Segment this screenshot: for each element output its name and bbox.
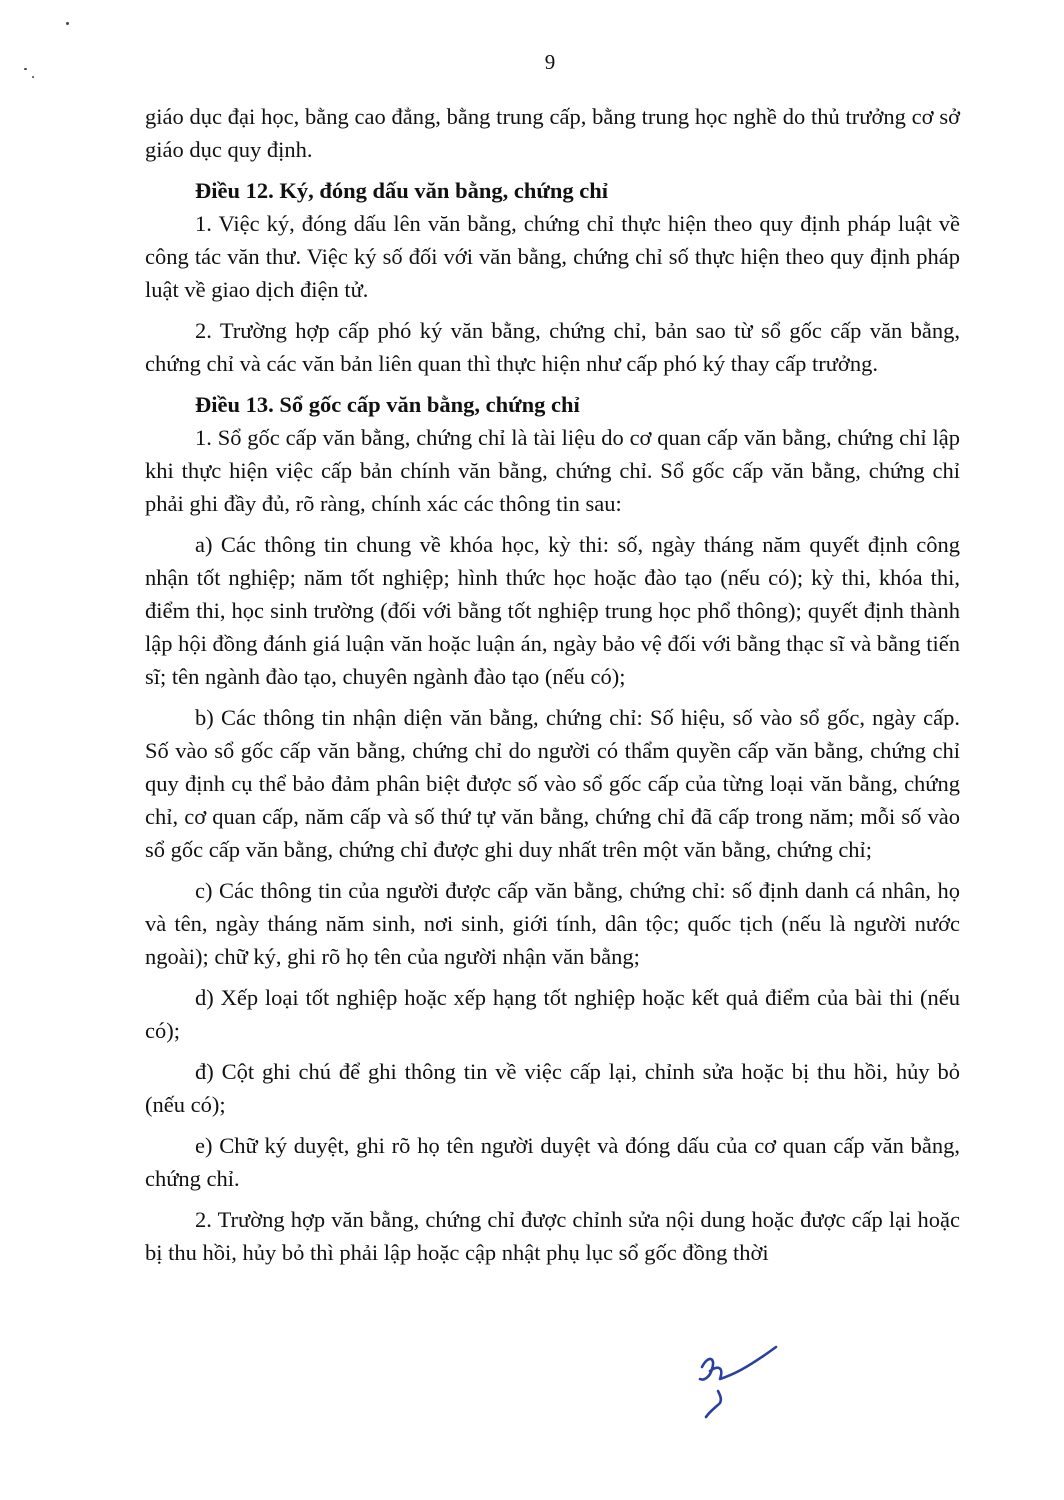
article-13-clause-1d: d) Xếp loại tốt nghiệp hoặc xếp hạng tốt nghiệp hoặc kết quả điểm của bài thi (nếu có); [145,985,960,1043]
article-13-clause-1b: b) Các thông tin nhận diện văn bằng, chứng chỉ: Số hiệu, số vào sổ gốc, ngày cấp. Số vào sổ gốc cấp văn bằng, chứng chỉ do người có thẩm quyền cấp văn bằng, chứng chỉ quy định cụ thể bảo đảm phân biệt được số vào sổ gốc cấp của từng loại văn bằng, chứng chỉ, cơ quan cấp, năm cấp và số thứ tự văn bằng, chứng chỉ đã cấp trong năm; mỗi số vào sổ gốc cấp văn bằng, chứng chỉ được ghi duy nhất trên một văn bằng, chứng chỉ; [145,705,960,862]
handwritten-initials [680,1345,800,1435]
document-body [145,100,960,1269]
scan-speck [66,22,69,25]
article-13-clause-1e: e) Chữ ký duyệt, ghi rõ họ tên người duyệt và đóng dấu của cơ quan cấp văn bằng, chứng chỉ. [145,1133,960,1191]
article-13-heading: Điều 13. Sổ gốc cấp văn bằng, chứng chỉ [195,392,580,417]
article-13-clause-1c: c) Các thông tin của người được cấp văn bằng, chứng chỉ: số định danh cá nhân, họ và tên, ngày tháng năm sinh, nơi sinh, giới tính, dân tộc; quốc tịch (nếu là người nước ngoài); chữ ký, ghi rõ họ tên của người nhận văn bằng; [145,878,960,969]
page-number: 9 [544,50,556,74]
paragraph-continuation: giáo dục đại học, bằng cao đẳng, bằng trung cấp, bằng trung học nghề do thủ trưởng cơ sở giáo dục quy định. [145,104,960,162]
article-12-clause-2: 2. Trường hợp cấp phó ký văn bằng, chứng chỉ, bản sao từ sổ gốc cấp văn bằng, chứng chỉ và các văn bản liên quan thì thực hiện như cấp phó ký thay cấp trưởng. [145,318,960,376]
article-13-clause-1: 1. Sổ gốc cấp văn bằng, chứng chỉ là tài liệu do cơ quan cấp văn bằng, chứng chỉ lập khi thực hiện việc cấp bản chính văn bằng, chứng chỉ. Sổ gốc cấp văn bằng, chứng chỉ phải ghi đầy đủ, rõ ràng, chính xác các thông tin sau: [145,425,960,516]
article-12-heading: Điều 12. Ký, đóng dấu văn bằng, chứng chỉ [195,178,608,203]
article-13-clause-1a: a) Các thông tin chung về khóa học, kỳ thi: số, ngày tháng năm quyết định công nhận tốt nghiệp; năm tốt nghiệp; hình thức học hoặc đào tạo (nếu có); kỳ thi, khóa thi, điểm thi, học sinh trường (đối với bằng tốt nghiệp trung học phổ thông); quyết định thành lập hội đồng đánh giá luận văn hoặc luận án, ngày bảo vệ đối với bằng thạc sĩ và bằng tiến sĩ; tên ngành đào tạo, chuyên ngành đào tạo (nếu có); [145,532,960,689]
article-12-clause-1: 1. Việc ký, đóng dấu lên văn bằng, chứng chỉ thực hiện theo quy định pháp luật về công tác văn thư. Việc ký số đối với văn bằng, chứng chỉ số thực hiện theo quy định pháp luật về giao dịch điện tử. [145,211,960,302]
article-13-clause-1dd: đ) Cột ghi chú để ghi thông tin về việc cấp lại, chỉnh sửa hoặc bị thu hồi, hủy bỏ (nếu có); [145,1059,960,1117]
article-13-clause-2: 2. Trường hợp văn bằng, chứng chỉ được chỉnh sửa nội dung hoặc được cấp lại hoặc bị thu hồi, hủy bỏ thì phải lập hoặc cập nhật phụ lục sổ gốc đồng thời [145,1207,960,1265]
scan-speck [32,76,34,78]
